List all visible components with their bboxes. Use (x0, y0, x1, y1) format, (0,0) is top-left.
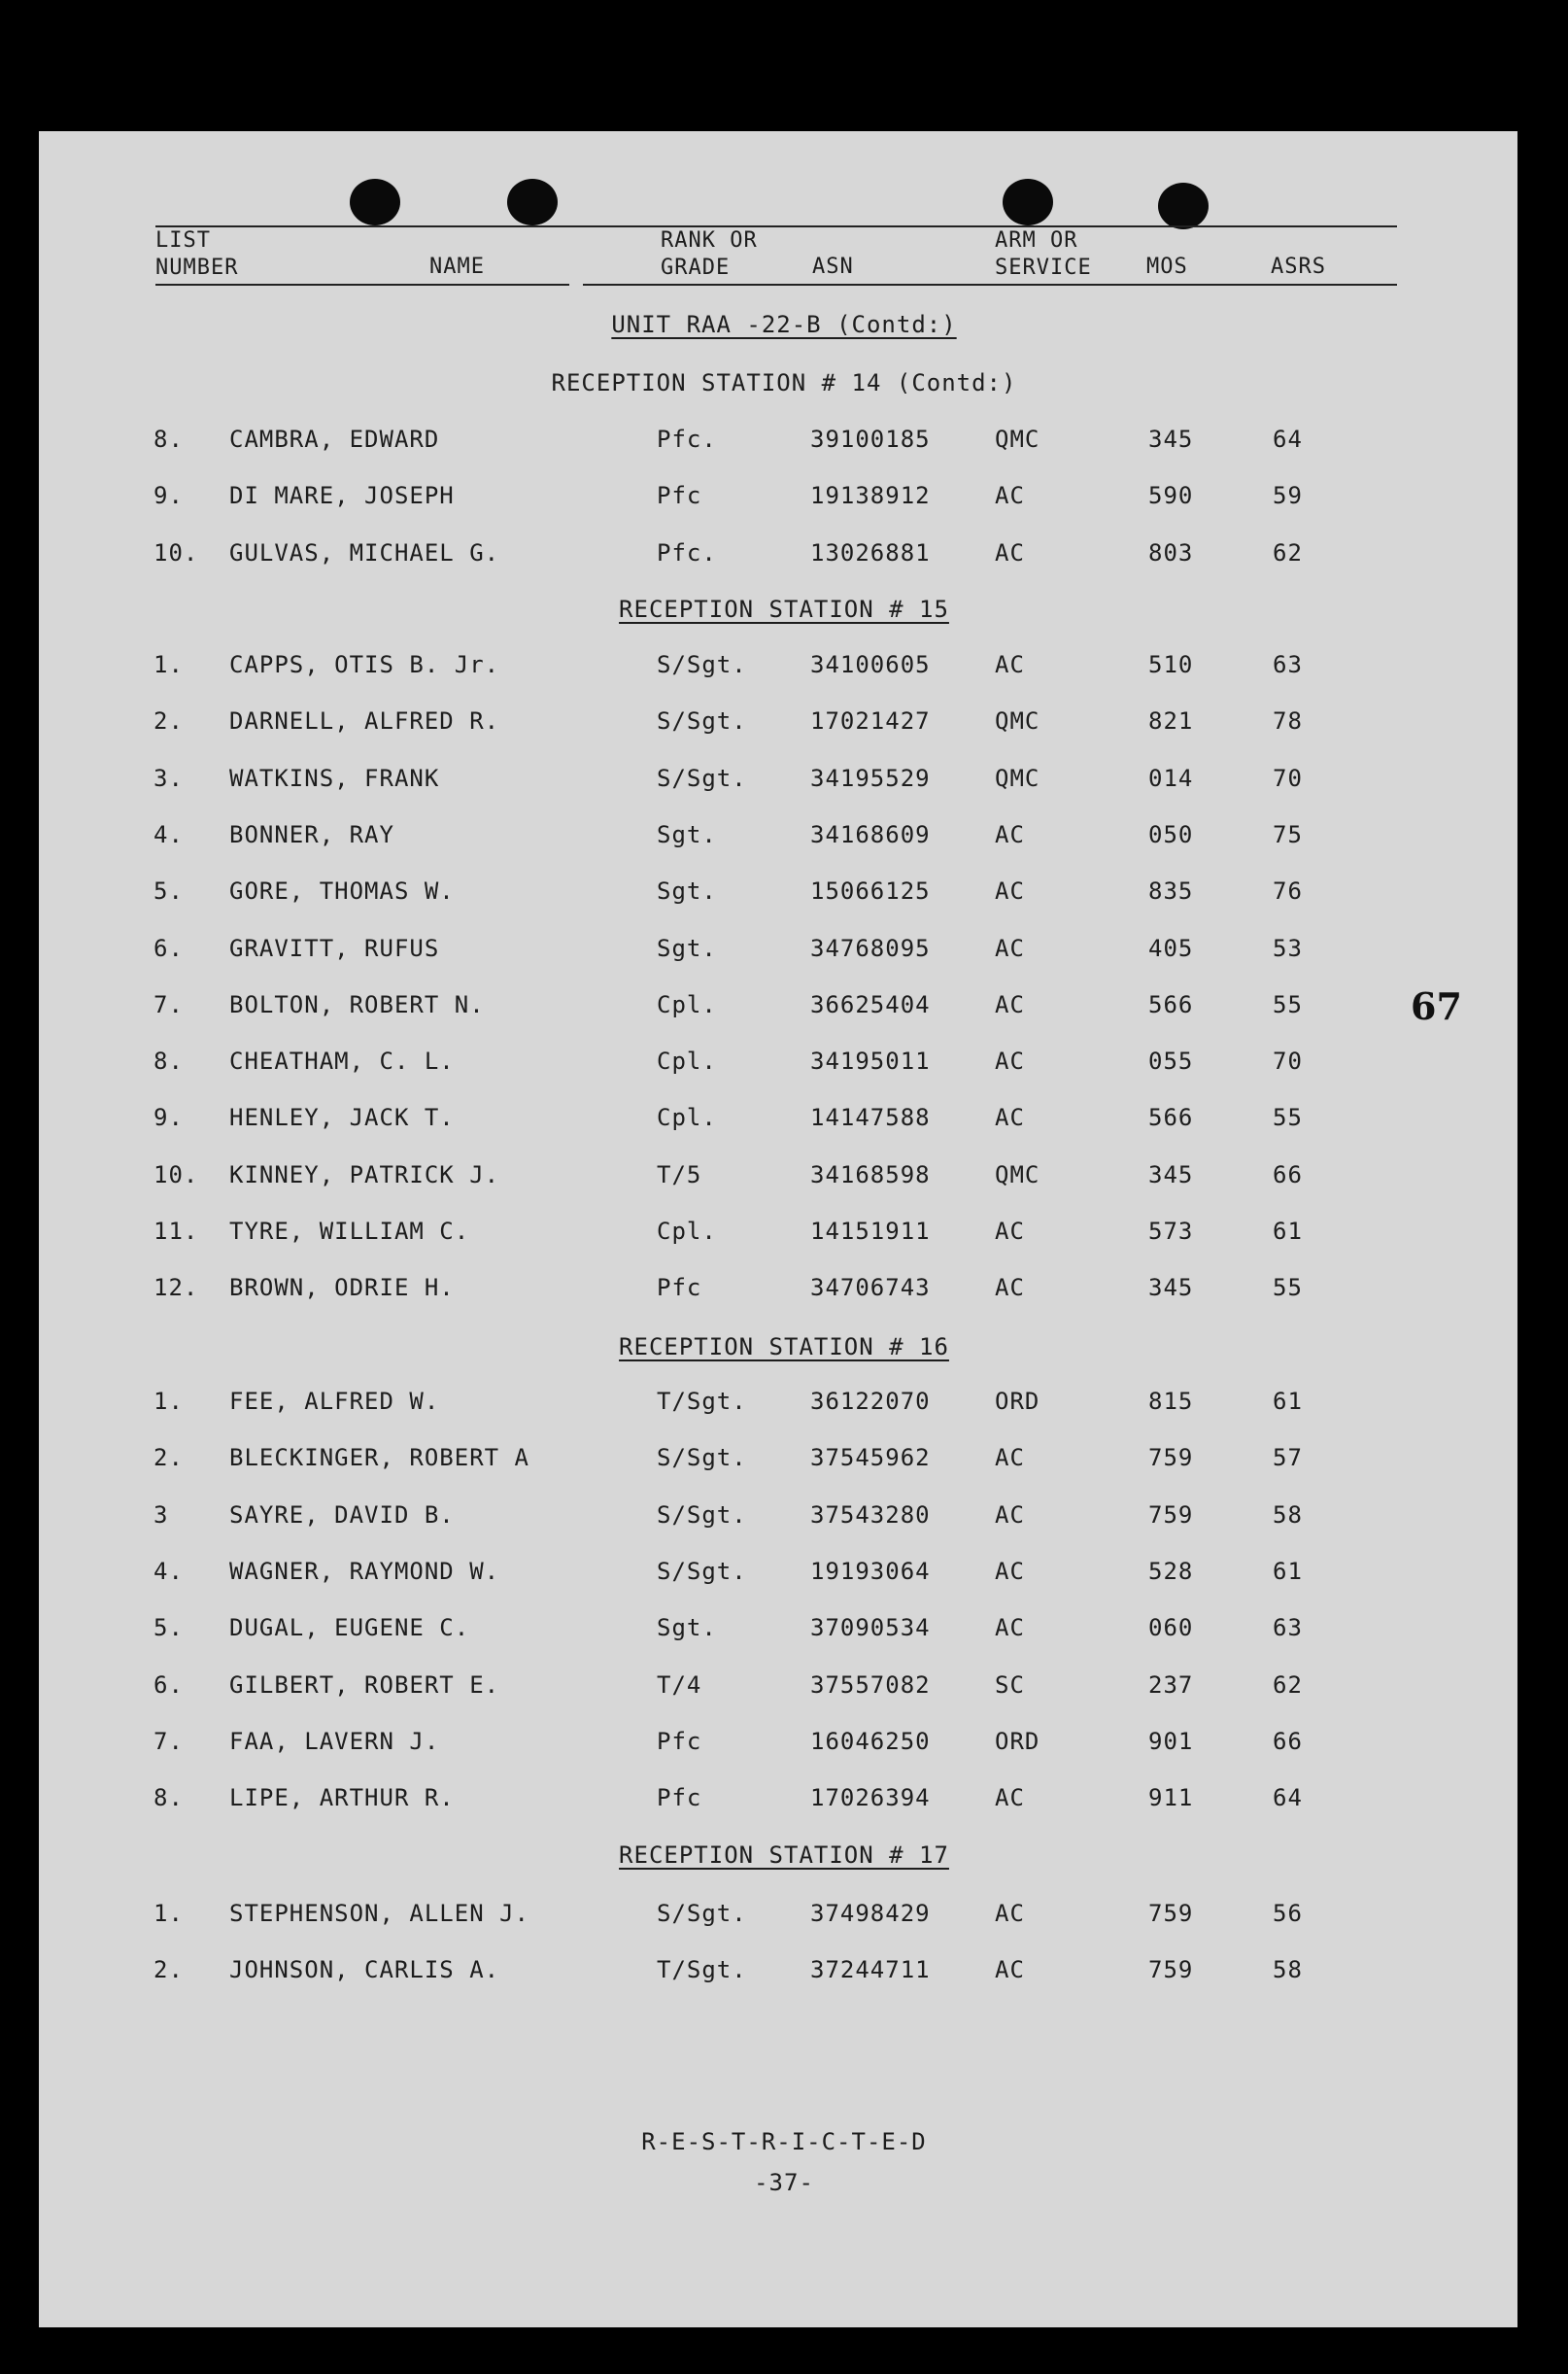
asn-cell: 37244711 (810, 1956, 931, 1983)
punch-hole (350, 179, 400, 225)
header-list-number: LIST NUMBER (155, 228, 239, 280)
page-number-footer: -37- (754, 2169, 814, 2196)
name-cell: FEE, ALFRED W. (229, 1388, 440, 1415)
asrs-cell: 55 (1273, 991, 1303, 1018)
asn-cell: 34768095 (810, 935, 931, 962)
arm-cell: AC (995, 1274, 1025, 1301)
list-number-cell: 12. (153, 1274, 199, 1301)
asn-cell: 15066125 (810, 877, 931, 905)
rank-cell: T/Sgt. (657, 1956, 747, 1983)
asn-cell: 13026881 (810, 539, 931, 567)
header-asn: ASN (812, 255, 854, 279)
punch-hole (1158, 183, 1209, 229)
name-cell: WATKINS, FRANK (229, 765, 440, 792)
rank-cell: S/Sgt. (657, 765, 747, 792)
mos-cell: 345 (1148, 1274, 1194, 1301)
list-number-cell: 8. (153, 1048, 184, 1075)
mos-cell: 911 (1148, 1784, 1194, 1811)
arm-cell: AC (995, 935, 1025, 962)
asrs-cell: 59 (1273, 482, 1303, 509)
section-title: RECEPTION STATION # 16 (619, 1333, 949, 1360)
name-cell: BLECKINGER, ROBERT A (229, 1444, 529, 1471)
asrs-cell: 58 (1273, 1501, 1303, 1529)
arm-cell: QMC (995, 1161, 1040, 1188)
arm-cell: AC (995, 1784, 1025, 1811)
asrs-cell: 62 (1273, 1671, 1303, 1699)
asrs-cell: 58 (1273, 1956, 1303, 1983)
rank-cell: S/Sgt. (657, 707, 747, 735)
rank-cell: T/4 (657, 1671, 702, 1699)
rank-cell: S/Sgt. (657, 1900, 747, 1927)
list-number-cell: 1. (153, 651, 184, 678)
arm-cell: AC (995, 991, 1025, 1018)
asn-cell: 37545962 (810, 1444, 931, 1471)
rank-cell: Pfc. (657, 426, 717, 453)
asn-cell: 37090534 (810, 1614, 931, 1641)
list-number-cell: 7. (153, 991, 184, 1018)
header-bottom-rule (583, 284, 1397, 286)
asrs-cell: 62 (1273, 539, 1303, 567)
section-title: RECEPTION STATION # 14 (Contd:) (551, 369, 1017, 396)
header-name: NAME (429, 255, 485, 279)
arm-cell: QMC (995, 765, 1040, 792)
arm-cell: AC (995, 1501, 1025, 1529)
mos-cell: 405 (1148, 935, 1194, 962)
asrs-cell: 64 (1273, 426, 1303, 453)
asn-cell: 34195011 (810, 1048, 931, 1075)
mos-cell: 345 (1148, 426, 1194, 453)
rank-cell: Pfc. (657, 539, 717, 567)
list-number-cell: 5. (153, 1614, 184, 1641)
name-cell: GILBERT, ROBERT E. (229, 1671, 500, 1699)
name-cell: TYRE, WILLIAM C. (229, 1218, 470, 1245)
arm-cell: AC (995, 1900, 1025, 1927)
arm-cell: AC (995, 651, 1025, 678)
punch-hole (1003, 179, 1053, 225)
asrs-cell: 55 (1273, 1274, 1303, 1301)
arm-cell: AC (995, 539, 1025, 567)
mos-cell: 815 (1148, 1388, 1194, 1415)
name-cell: KINNEY, PATRICK J. (229, 1161, 500, 1188)
asn-cell: 14151911 (810, 1218, 931, 1245)
list-number-cell: 3 (153, 1501, 169, 1529)
rank-cell: Pfc (657, 1784, 702, 1811)
rank-cell: S/Sgt. (657, 1501, 747, 1529)
unit-title: UNIT RAA -22-B (Contd:) (611, 311, 957, 338)
name-cell: WAGNER, RAYMOND W. (229, 1558, 500, 1585)
list-number-cell: 6. (153, 1671, 184, 1699)
name-cell: FAA, LAVERN J. (229, 1728, 440, 1755)
list-number-cell: 9. (153, 1104, 184, 1131)
list-number-cell: 2. (153, 1956, 184, 1983)
mos-cell: 566 (1148, 991, 1194, 1018)
asrs-cell: 64 (1273, 1784, 1303, 1811)
asn-cell: 36122070 (810, 1388, 931, 1415)
section-title: RECEPTION STATION # 15 (619, 596, 949, 623)
rank-cell: Cpl. (657, 991, 717, 1018)
name-cell: STEPHENSON, ALLEN J. (229, 1900, 529, 1927)
name-cell: DI MARE, JOSEPH (229, 482, 455, 509)
arm-cell: AC (995, 1048, 1025, 1075)
asrs-cell: 57 (1273, 1444, 1303, 1471)
mos-cell: 237 (1148, 1671, 1194, 1699)
mos-cell: 055 (1148, 1048, 1194, 1075)
arm-cell: AC (995, 1104, 1025, 1131)
asn-cell: 34100605 (810, 651, 931, 678)
arm-cell: AC (995, 482, 1025, 509)
asn-cell: 19138912 (810, 482, 931, 509)
name-cell: GRAVITT, RUFUS (229, 935, 440, 962)
arm-cell: AC (995, 821, 1025, 848)
asn-cell: 17021427 (810, 707, 931, 735)
arm-cell: ORD (995, 1728, 1040, 1755)
asn-cell: 37543280 (810, 1501, 931, 1529)
mos-cell: 060 (1148, 1614, 1194, 1641)
asrs-cell: 61 (1273, 1388, 1303, 1415)
rank-cell: Cpl. (657, 1048, 717, 1075)
name-cell: CHEATHAM, C. L. (229, 1048, 455, 1075)
header-bottom-rule (155, 284, 569, 286)
mos-cell: 759 (1148, 1444, 1194, 1471)
mos-cell: 759 (1148, 1956, 1194, 1983)
arm-cell: SC (995, 1671, 1025, 1699)
name-cell: DUGAL, EUGENE C. (229, 1614, 470, 1641)
rank-cell: S/Sgt. (657, 1444, 747, 1471)
rank-cell: Pfc (657, 1274, 702, 1301)
asrs-cell: 70 (1273, 765, 1303, 792)
name-cell: CAPPS, OTIS B. Jr. (229, 651, 500, 678)
name-cell: BOLTON, ROBERT N. (229, 991, 485, 1018)
rank-cell: Cpl. (657, 1104, 717, 1131)
arm-cell: AC (995, 1558, 1025, 1585)
section-title: RECEPTION STATION # 17 (619, 1841, 949, 1869)
arm-cell: AC (995, 1614, 1025, 1641)
list-number-cell: 6. (153, 935, 184, 962)
list-number-cell: 11. (153, 1218, 199, 1245)
name-cell: LIPE, ARTHUR R. (229, 1784, 455, 1811)
rank-cell: Sgt. (657, 935, 717, 962)
mos-cell: 528 (1148, 1558, 1194, 1585)
header-asrs: ASRS (1271, 255, 1326, 279)
asn-cell: 34168609 (810, 821, 931, 848)
classification-footer: R-E-S-T-R-I-C-T-E-D (641, 2128, 927, 2155)
asrs-cell: 61 (1273, 1218, 1303, 1245)
asn-cell: 34168598 (810, 1161, 931, 1188)
asn-cell: 19193064 (810, 1558, 931, 1585)
name-cell: HENLEY, JACK T. (229, 1104, 455, 1131)
mos-cell: 590 (1148, 482, 1194, 509)
name-cell: CAMBRA, EDWARD (229, 426, 440, 453)
rank-cell: Pfc (657, 1728, 702, 1755)
asn-cell: 34706743 (810, 1274, 931, 1301)
asn-cell: 14147588 (810, 1104, 931, 1131)
arm-cell: QMC (995, 707, 1040, 735)
asrs-cell: 63 (1273, 651, 1303, 678)
rank-cell: T/5 (657, 1161, 702, 1188)
mos-cell: 050 (1148, 821, 1194, 848)
list-number-cell: 1. (153, 1388, 184, 1415)
list-number-cell: 1. (153, 1900, 184, 1927)
rank-cell: Sgt. (657, 877, 717, 905)
list-number-cell: 4. (153, 821, 184, 848)
asrs-cell: 56 (1273, 1900, 1303, 1927)
asrs-cell: 78 (1273, 707, 1303, 735)
list-number-cell: 8. (153, 1784, 184, 1811)
asrs-cell: 70 (1273, 1048, 1303, 1075)
name-cell: BONNER, RAY (229, 821, 394, 848)
arm-cell: AC (995, 877, 1025, 905)
header-arm: ARM OR SERVICE (995, 228, 1092, 280)
mos-cell: 510 (1148, 651, 1194, 678)
header-top-rule (155, 225, 1397, 227)
list-number-cell: 5. (153, 877, 184, 905)
asn-cell: 16046250 (810, 1728, 931, 1755)
list-number-cell: 3. (153, 765, 184, 792)
asn-cell: 36625404 (810, 991, 931, 1018)
asrs-cell: 75 (1273, 821, 1303, 848)
list-number-cell: 2. (153, 1444, 184, 1471)
mos-cell: 014 (1148, 765, 1194, 792)
arm-cell: AC (995, 1218, 1025, 1245)
rank-cell: Sgt. (657, 821, 717, 848)
side-page-number: 67 (1411, 984, 1462, 1028)
mos-cell: 573 (1148, 1218, 1194, 1245)
asn-cell: 37498429 (810, 1900, 931, 1927)
mos-cell: 759 (1148, 1501, 1194, 1529)
asrs-cell: 61 (1273, 1558, 1303, 1585)
mos-cell: 803 (1148, 539, 1194, 567)
header-mos: MOS (1146, 255, 1188, 279)
mos-cell: 901 (1148, 1728, 1194, 1755)
list-number-cell: 10. (153, 539, 199, 567)
name-cell: DARNELL, ALFRED R. (229, 707, 500, 735)
asn-cell: 37557082 (810, 1671, 931, 1699)
list-number-cell: 10. (153, 1161, 199, 1188)
list-number-cell: 8. (153, 426, 184, 453)
asrs-cell: 66 (1273, 1728, 1303, 1755)
mos-cell: 821 (1148, 707, 1194, 735)
rank-cell: S/Sgt. (657, 1558, 747, 1585)
asn-cell: 39100185 (810, 426, 931, 453)
arm-cell: AC (995, 1956, 1025, 1983)
name-cell: SAYRE, DAVID B. (229, 1501, 455, 1529)
arm-cell: AC (995, 1444, 1025, 1471)
list-number-cell: 2. (153, 707, 184, 735)
mos-cell: 345 (1148, 1161, 1194, 1188)
asn-cell: 17026394 (810, 1784, 931, 1811)
asrs-cell: 63 (1273, 1614, 1303, 1641)
arm-cell: ORD (995, 1388, 1040, 1415)
punch-hole (507, 179, 558, 225)
asrs-cell: 76 (1273, 877, 1303, 905)
asrs-cell: 55 (1273, 1104, 1303, 1131)
name-cell: GORE, THOMAS W. (229, 877, 455, 905)
rank-cell: Sgt. (657, 1614, 717, 1641)
name-cell: GULVAS, MICHAEL G. (229, 539, 500, 567)
rank-cell: Pfc (657, 482, 702, 509)
name-cell: JOHNSON, CARLIS A. (229, 1956, 500, 1983)
rank-cell: S/Sgt. (657, 651, 747, 678)
name-cell: BROWN, ODRIE H. (229, 1274, 455, 1301)
asrs-cell: 53 (1273, 935, 1303, 962)
header-rank: RANK OR GRADE (661, 228, 758, 280)
mos-cell: 835 (1148, 877, 1194, 905)
asrs-cell: 66 (1273, 1161, 1303, 1188)
list-number-cell: 4. (153, 1558, 184, 1585)
list-number-cell: 9. (153, 482, 184, 509)
mos-cell: 566 (1148, 1104, 1194, 1131)
list-number-cell: 7. (153, 1728, 184, 1755)
asn-cell: 34195529 (810, 765, 931, 792)
arm-cell: QMC (995, 426, 1040, 453)
rank-cell: Cpl. (657, 1218, 717, 1245)
mos-cell: 759 (1148, 1900, 1194, 1927)
rank-cell: T/Sgt. (657, 1388, 747, 1415)
